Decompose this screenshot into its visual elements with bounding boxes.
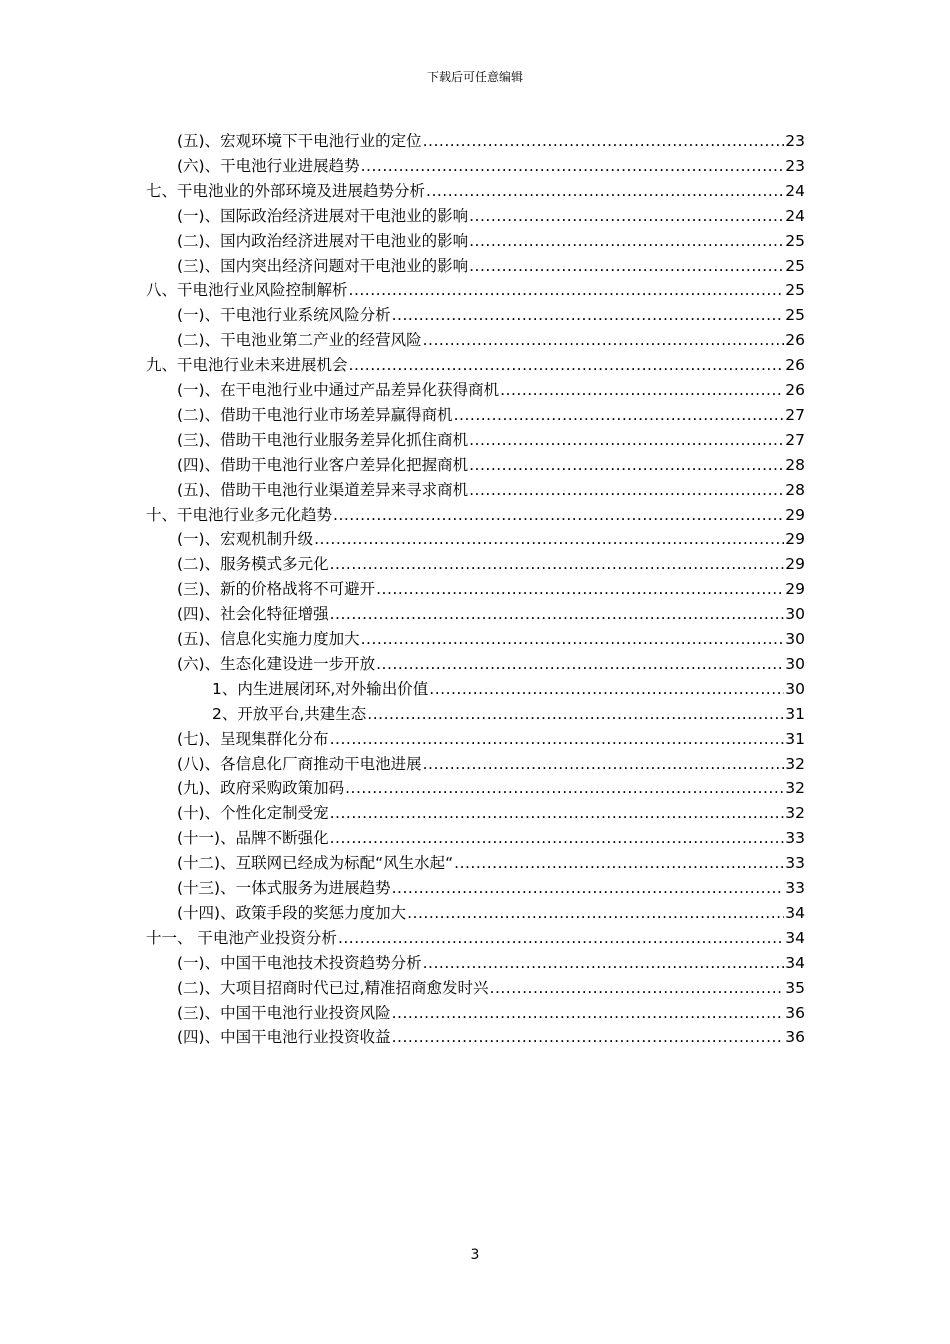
toc-entry[interactable]: [177, 549, 805, 574]
toc-entry-page: 34: [785, 928, 805, 947]
toc-leader-dots: [469, 480, 784, 500]
toc-entry[interactable]: [177, 823, 805, 848]
toc-entry-title: (三)、中国干电池行业投资风险: [177, 1003, 391, 1022]
toc-entry-page: 25: [785, 306, 805, 325]
toc-leader-dots: [314, 529, 784, 549]
toc-entry[interactable]: [212, 699, 805, 724]
toc-leader-dots: [407, 903, 784, 923]
toc-entry-title: (二)、国内政治经济进展对干电池业的影响: [177, 231, 469, 250]
toc-entry[interactable]: [146, 176, 805, 201]
page-number: 3: [470, 1247, 480, 1263]
toc-leader-dots: [392, 1003, 785, 1023]
toc-entry[interactable]: [177, 251, 805, 276]
toc-leader-dots: [361, 629, 785, 649]
toc-leader-dots: [392, 305, 785, 325]
toc-entry-title: (十二)、互联网已经成为标配“风生水起“: [177, 854, 454, 873]
toc-entry[interactable]: [177, 948, 805, 973]
toc-entry-title: (三)、借助干电池行业服务差异化抓住商机: [177, 430, 469, 449]
toc-entry[interactable]: [177, 450, 805, 475]
toc-leader-dots: [500, 380, 784, 400]
toc-entry[interactable]: [177, 325, 805, 350]
toc-entry[interactable]: [177, 599, 805, 624]
toc-entry-title: (五)、宏观环境下干电池行业的定位: [177, 132, 422, 150]
toc-entry[interactable]: [177, 724, 805, 749]
toc-entry[interactable]: [177, 151, 805, 176]
toc-entry-page: 25: [785, 281, 805, 300]
toc-entry[interactable]: [177, 773, 805, 798]
toc-entry[interactable]: [177, 798, 805, 823]
toc-entry[interactable]: [177, 524, 805, 549]
toc-leader-dots: [423, 754, 785, 774]
toc-entry[interactable]: [177, 749, 805, 774]
toc-entry[interactable]: [212, 674, 805, 699]
toc-leader-dots: [423, 330, 785, 350]
toc-leader-dots: [392, 878, 785, 898]
toc-entry-title: (六)、干电池行业进展趋势: [177, 156, 360, 175]
toc-entry[interactable]: [146, 350, 805, 375]
toc-entry-title: (五)、借助干电池行业渠道差异来寻求商机: [177, 480, 469, 499]
toc-entry[interactable]: [177, 126, 805, 151]
toc-entry-page: 29: [785, 505, 805, 524]
toc-entry-title: (一)、国际政治经济进展对干电池业的影响: [177, 206, 469, 225]
toc-entry-page: 30: [785, 630, 805, 648]
toc-entry-page: 34: [785, 903, 805, 922]
toc-entry-title: (二)、干电池业第二产业的经营风险: [177, 331, 422, 350]
toc-entry-page: 26: [785, 381, 805, 399]
toc-entry-title: (二)、借助干电池行业市场差异赢得商机: [177, 405, 453, 424]
toc-entry-title: (一)、中国干电池技术投资趋势分析: [177, 953, 422, 972]
toc-entry[interactable]: [177, 998, 805, 1023]
toc-entry[interactable]: [177, 649, 805, 674]
toc-entry-page: 27: [785, 430, 805, 449]
toc-entry[interactable]: [146, 275, 805, 300]
toc-entry[interactable]: [177, 425, 805, 450]
toc-leader-dots: [426, 181, 784, 201]
toc-entry-title: (八)、各信息化厂商推动干电池进展: [177, 754, 422, 773]
toc-entry-title: (十三)、一体式服务为进展趋势: [177, 879, 391, 897]
toc-entry[interactable]: [177, 848, 805, 873]
toc-entry-title: (三)、新的价格战将不可避开: [177, 580, 376, 599]
toc-entry-title: 十一、 干电池产业投资分析: [146, 928, 337, 947]
toc-leader-dots: [376, 579, 784, 599]
toc-entry-title: (四)、中国干电池行业投资收益: [177, 1028, 391, 1047]
toc-leader-dots: [469, 256, 784, 276]
toc-entry[interactable]: [177, 375, 805, 400]
toc-entry[interactable]: [146, 923, 805, 948]
toc-leader-dots: [349, 280, 785, 300]
toc-entry-title: (十)、个性化定制受宠: [177, 804, 329, 823]
toc-entry-page: 28: [785, 455, 805, 474]
toc-entry[interactable]: [177, 973, 805, 998]
toc-entry[interactable]: [146, 500, 805, 525]
toc-leader-dots: [330, 803, 785, 823]
toc-leader-dots: [367, 704, 784, 724]
toc-entry-title: (四)、社会化特征增强: [177, 605, 329, 624]
toc-leader-dots: [469, 455, 784, 475]
toc-entry-page: 33: [785, 854, 805, 873]
toc-entry-title: (十一)、品牌不断强化: [177, 829, 329, 848]
toc-entry-title: (二)、服务模式多元化: [177, 555, 329, 574]
toc-entry-title: (一)、干电池行业系统风险分析: [177, 306, 391, 325]
toc-entry-page: 32: [785, 779, 805, 798]
toc-entry-title: 八、干电池行业风险控制解析: [146, 281, 348, 300]
toc-entry-title: (二)、大项目招商时代已过,精准招商愈发时兴: [177, 978, 489, 997]
toc-leader-dots: [330, 828, 785, 848]
toc-entry-page: 26: [785, 356, 805, 375]
toc-entry-page: 29: [785, 580, 805, 599]
toc-entry-title: (四)、借助干电池行业客户差异化把握商机: [177, 455, 469, 474]
toc-entry-page: 36: [785, 1028, 805, 1047]
toc-entry-page: 23: [785, 132, 805, 150]
toc-entry-title: 七、干电池业的外部环境及进展趋势分析: [146, 181, 426, 200]
toc-entry[interactable]: [177, 898, 805, 923]
toc-leader-dots: [469, 206, 784, 226]
toc-leader-dots: [423, 131, 785, 151]
toc-entry-title: (七)、呈现集群化分布: [177, 729, 329, 748]
toc-entry-page: 36: [785, 1003, 805, 1022]
page-header: 下载后可任意编辑: [426, 70, 523, 84]
toc-entry-title: 九、干电池行业未来进展机会: [146, 356, 348, 375]
toc-leader-dots: [423, 953, 785, 973]
toc-entry-page: 29: [785, 530, 805, 549]
toc-entry-page: 28: [785, 480, 805, 499]
toc-entry-page: 25: [785, 256, 805, 275]
toc-leader-dots: [454, 853, 784, 873]
toc-entry[interactable]: [177, 400, 805, 425]
toc-entry-page: 30: [785, 605, 805, 624]
toc-entry-title: (十四)、政策手段的奖惩力度加大: [177, 903, 407, 922]
toc-leader-dots: [429, 679, 784, 699]
toc-entry[interactable]: [177, 226, 805, 251]
toc-entry-page: 31: [785, 729, 805, 748]
toc-entry-page: 23: [785, 156, 805, 175]
toc-leader-dots: [330, 554, 785, 574]
toc-entry-title: 1、内生进展闭环,对外输出价值: [212, 679, 429, 698]
toc-entry[interactable]: [177, 475, 805, 500]
toc-leader-dots: [469, 231, 784, 251]
toc-entry-page: 27: [785, 405, 805, 424]
toc-leader-dots: [338, 928, 784, 948]
toc-entry-title: 十、干电池行业多元化趋势: [146, 505, 333, 524]
toc-entry-title: (九)、政府采购政策加码: [177, 779, 345, 798]
toc-entry-page: 26: [785, 331, 805, 350]
toc-entry[interactable]: [177, 574, 805, 599]
toc-entry[interactable]: [177, 873, 805, 898]
toc-entry-page: 24: [785, 181, 805, 200]
toc-entry-page: 35: [785, 978, 805, 997]
toc-entry-title: (六)、生态化建设进一步开放: [177, 654, 376, 673]
toc-leader-dots: [361, 156, 785, 176]
toc-entry[interactable]: [177, 624, 805, 649]
toc-entry-title: (五)、信息化实施力度加大: [177, 630, 360, 648]
toc-entry-page: 30: [785, 679, 805, 698]
toc-leader-dots: [349, 355, 785, 375]
toc-entry-page: 31: [785, 704, 805, 723]
toc-leader-dots: [330, 604, 785, 624]
toc-entry-page: 24: [785, 206, 805, 225]
toc-entry-page: 32: [785, 754, 805, 773]
toc-leader-dots: [345, 778, 784, 798]
toc-leader-dots: [469, 430, 784, 450]
toc-entry-title: (一)、宏观机制升级: [177, 530, 314, 549]
toc-entry-title: (一)、在干电池行业中通过产品差异化获得商机: [177, 381, 500, 399]
toc-leader-dots: [330, 729, 785, 749]
toc-entry[interactable]: [177, 300, 805, 325]
toc-entry-page: 34: [785, 953, 805, 972]
toc-leader-dots: [490, 978, 785, 998]
toc-entry-page: 25: [785, 231, 805, 250]
toc-entry-title: 2、开放平台,共建生态: [212, 704, 367, 723]
toc-leader-dots: [333, 505, 784, 525]
toc-entry-page: 32: [785, 804, 805, 823]
toc-entry-page: 33: [785, 829, 805, 848]
toc-leader-dots: [392, 1027, 785, 1047]
toc-entry[interactable]: [177, 1022, 805, 1047]
toc-entry[interactable]: [177, 201, 805, 226]
toc-entry-title: (三)、国内突出经济问题对干电池业的影响: [177, 256, 469, 275]
toc-leader-dots: [376, 654, 784, 674]
toc-entry-page: 29: [785, 555, 805, 574]
toc-entry-page: 30: [785, 654, 805, 673]
toc-entry-page: 33: [785, 879, 805, 897]
toc-leader-dots: [454, 405, 785, 425]
